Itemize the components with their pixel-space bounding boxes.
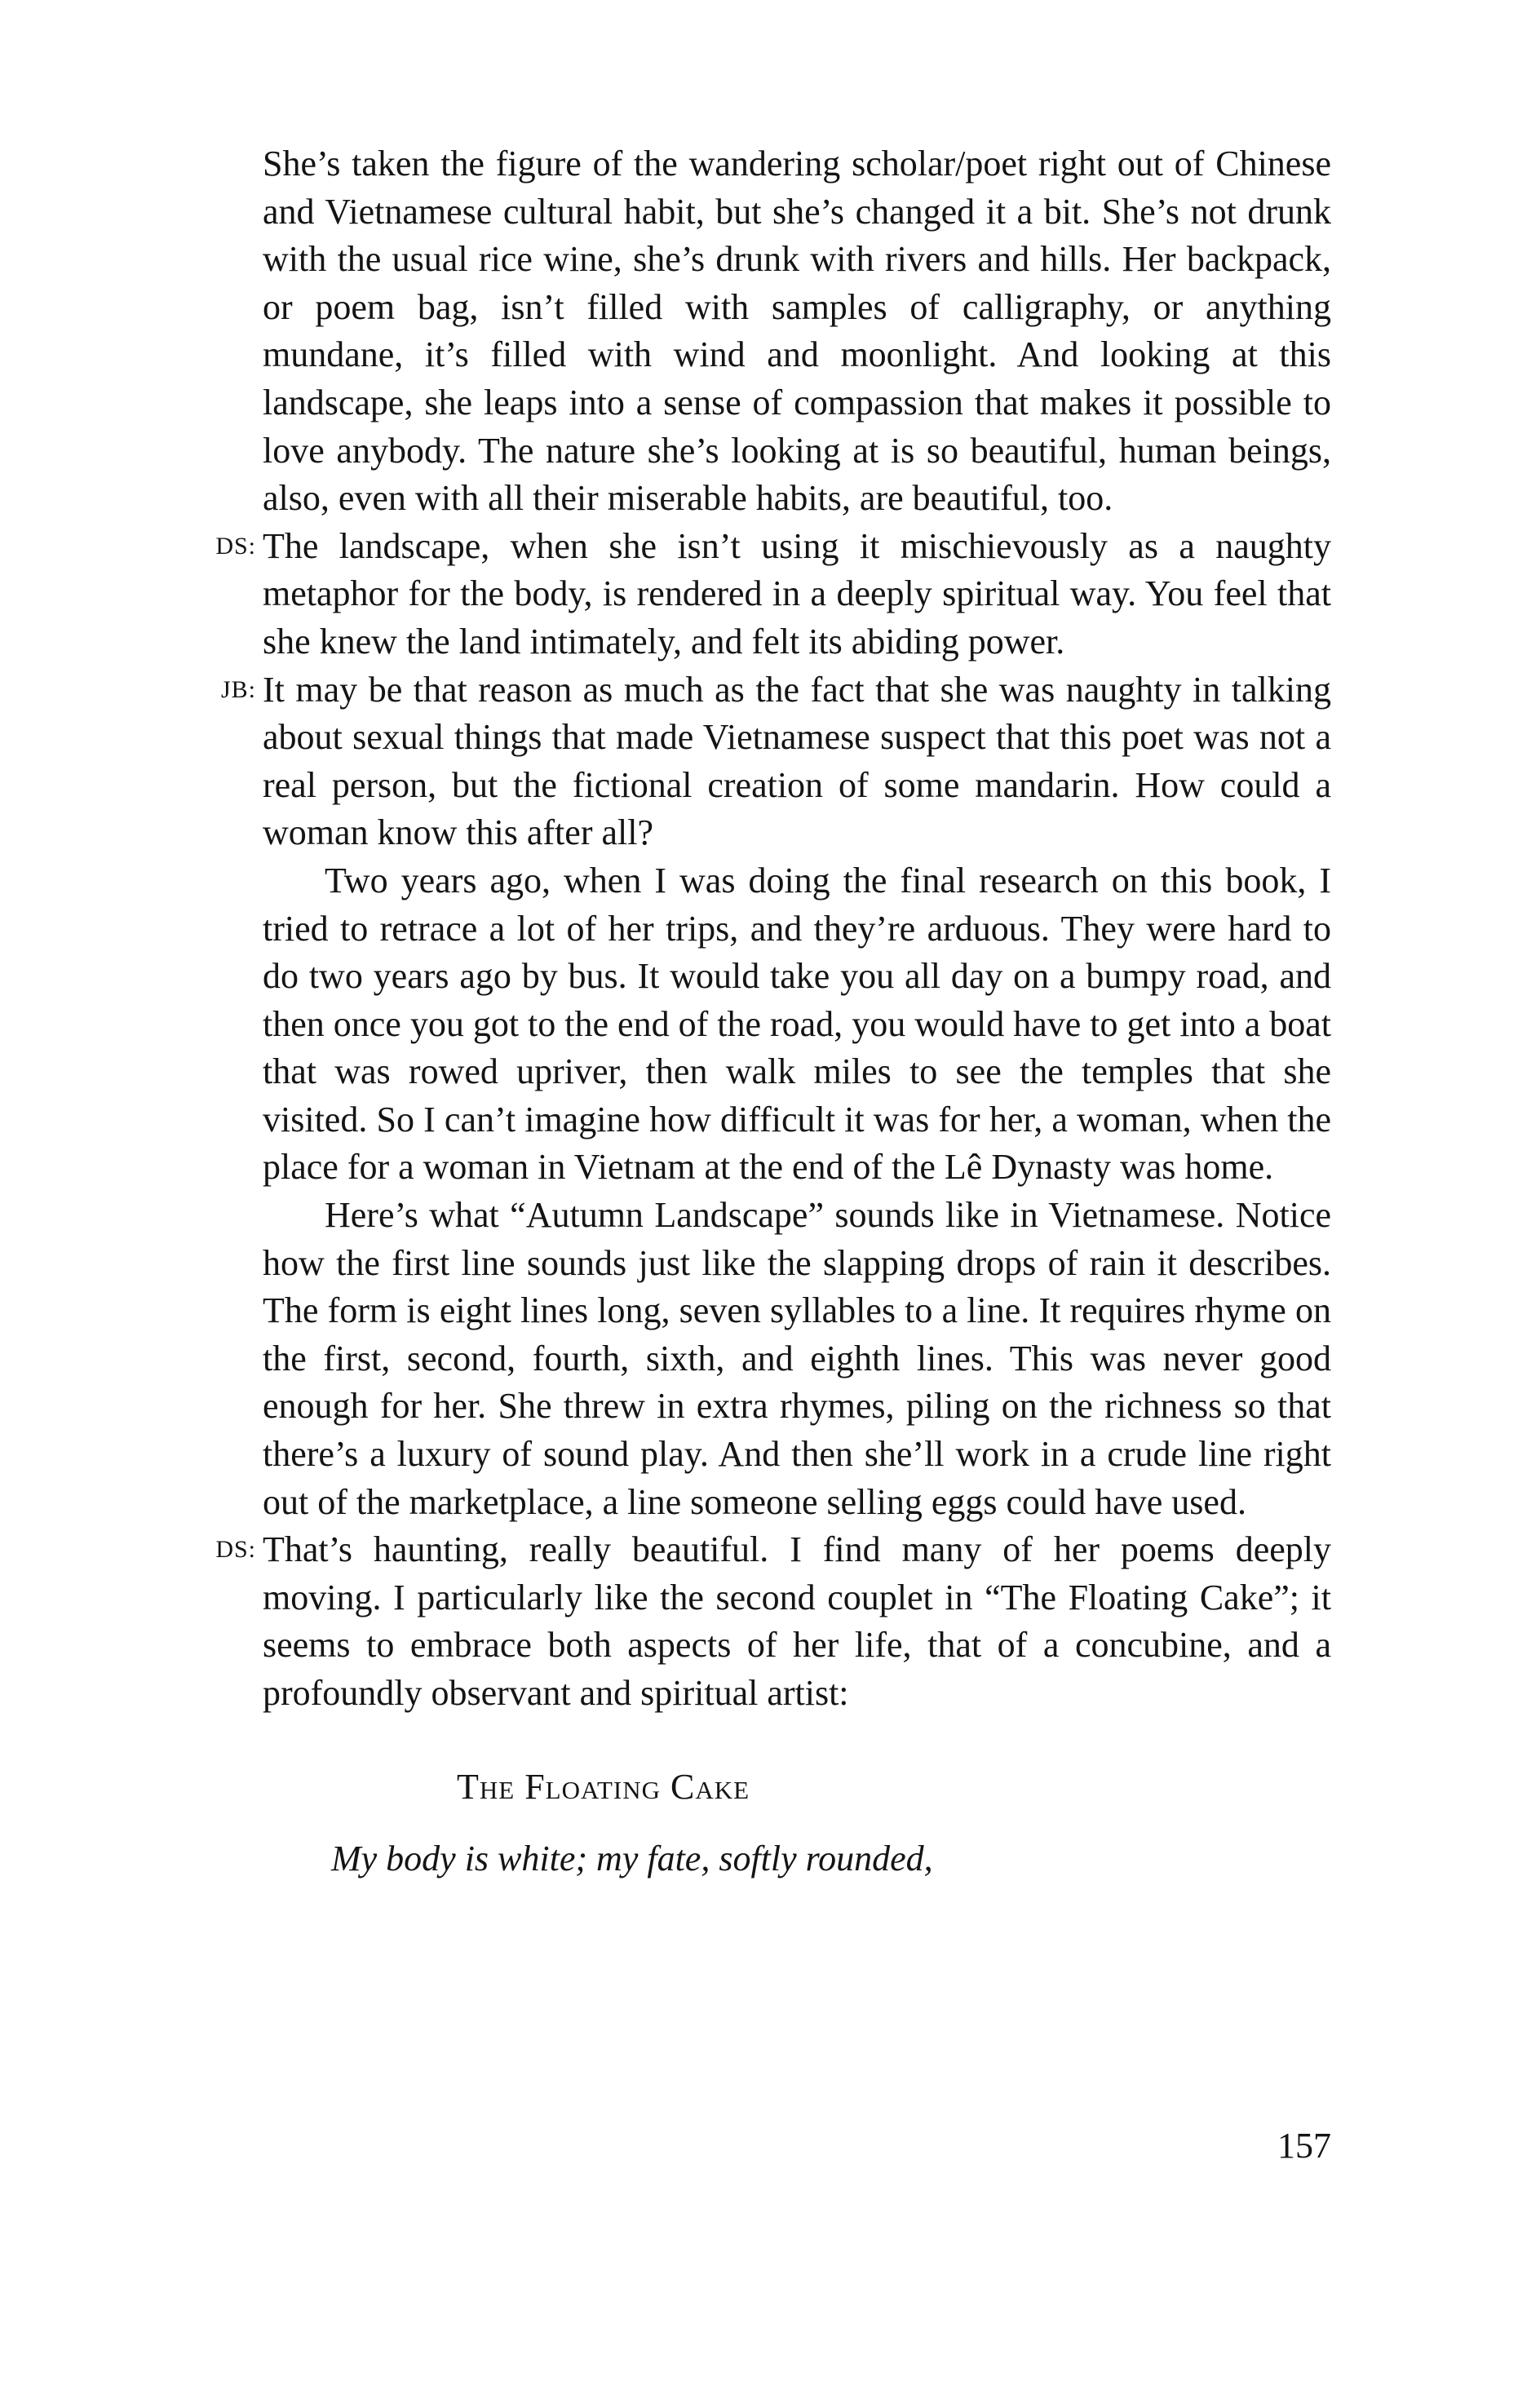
speaker-label: DS: bbox=[215, 1536, 256, 1564]
paragraph-text: The landscape, when she isn’t using it mischievously as a naughty metaphor for the body, is rendered in a deeply spiritual way. You feel that she knew the land intimately, and felt its abiding power. bbox=[263, 525, 1331, 662]
paragraph-text: She’s taken the figure of the wandering scholar/poet right out of Chinese and Vietnamese cultural habit, but she’s changed it a bit. She’s not drunk with the usual rice wine, she’s drunk with rivers and hills. Her backpack, or poem bag, isn’t filled with samples of calligraphy, or anything mundane, it’s filled with wind and moonlight. And looking at this landscape, she leaps into a sense of compassion that makes it possible to love anybody. The nature she’s looking at is so beautiful, human beings, also, even with all their miserable habits, are beautiful, too. bbox=[263, 144, 1331, 519]
paragraph-jb-naughty bbox=[220, 666, 1331, 857]
paragraph-two-years-ago bbox=[263, 857, 1331, 1192]
paragraph-text: Two years ago, when I was doing the final research on this book, I tried to retrace a lot of her trips, and they’re arduous. They were hard to do two years ago by bus. It would take you all day on a bumpy road, and then once you got to the end of the road, you would have to get into a boat that was rowed upriver, then walk miles to see the temples that she visited. So I can’t imagine how difficult it was for her, a woman, when the place for a woman in Vietnam at the end of the Lê Dynasty was home. bbox=[263, 860, 1331, 1188]
speaker-label: DS: bbox=[215, 532, 256, 560]
body-text bbox=[215, 140, 1331, 1883]
paragraph-text: That’s haunting, really beautiful. I find many of her poems deeply moving. I particularly like the second couplet in “The Floating Cake”; it seems to embrace both aspects of her life, that of a concubine, and a profoundly observant and spiritual artist: bbox=[263, 1529, 1331, 1713]
speaker-label: JB: bbox=[220, 675, 256, 703]
section-spacer bbox=[263, 1718, 1331, 1763]
paragraph-autumn-landscape bbox=[263, 1192, 1331, 1526]
paragraph-ds-haunting bbox=[215, 1526, 1331, 1717]
page-number: 157 bbox=[1277, 2126, 1331, 2166]
poem-title: The Floating Cake bbox=[457, 1766, 750, 1807]
paragraph-text: It may be that reason as much as the fact that she was naughty in talking about sexual things that made Vietnamese suspect that this poet was not a real person, but the fictional creation of some mandarin. How could a woman know this after all? bbox=[263, 669, 1331, 853]
paragraph-ds-landscape bbox=[215, 523, 1331, 666]
paragraph-text: Here’s what “Autumn Landscape” sounds like in Vietnamese. Notice how the first line sounds just like the slapping drops of rain it describes. The form is eight lines long, seven syllables to a line. It requires rhyme on the first, second, fourth, sixth, and eighth lines. This was never good enough for her. She threw in extra rhymes, piling on the richness so that there’s a luxury of sound play. And then she’ll work in a crude line right out of the marketplace, a line someone selling eggs could have used. bbox=[263, 1195, 1331, 1522]
poem-spacer bbox=[263, 1811, 1331, 1835]
paragraph-scholar-poet bbox=[263, 140, 1331, 523]
poem-line: My body is white; my fate, softly rounded, bbox=[331, 1839, 933, 1879]
